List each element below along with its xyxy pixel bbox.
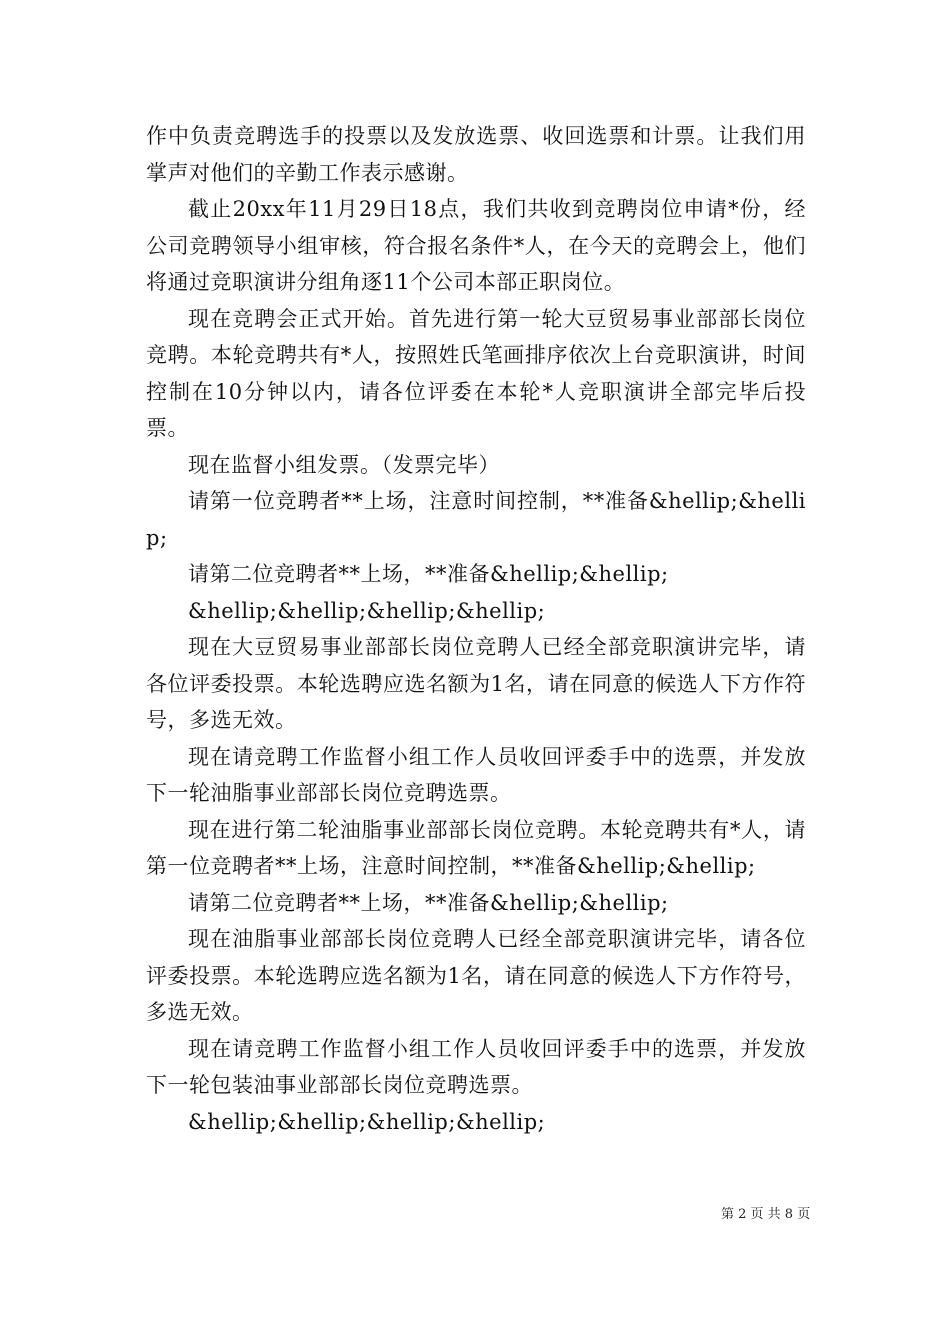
- paragraph: 现在监督小组发票。（发票完毕）: [188, 452, 500, 477]
- paragraph: 请第二位竞聘者**上场，**准备&hellip;&hellip;: [188, 890, 669, 915]
- paragraph: 请第一位竞聘者**上场，注意时间控制，**准备&hellip;&hellip;: [146, 489, 806, 550]
- paragraph: 截止20xx年11月29日18点，我们共收到竞聘岗位申请*份，经公司竞聘领导小组审核，符合报名条件*人，在今天的竞聘会上，他们将通过竞职演讲分组角逐11个公司本部正职岗位。: [146, 197, 806, 294]
- document-body: [146, 118, 806, 1140]
- paragraph: 作中负责竞聘选手的投票以及发放选票、收回选票和计票。让我们用掌声对他们的辛勤工作表示感谢。: [146, 124, 806, 185]
- paragraph: &hellip;&hellip;&hellip;&hellip;: [188, 598, 546, 623]
- paragraph: 现在请竞聘工作监督小组工作人员收回评委手中的选票，并发放下一轮油脂事业部部长岗位竞聘选票。: [146, 744, 806, 805]
- paragraph: 请第二位竞聘者**上场，**准备&hellip;&hellip;: [188, 562, 669, 586]
- paragraph: 现在油脂事业部部长岗位竞聘人已经全部竞职演讲完毕，请各位评委投票。本轮选聘应选名额为1名，请在同意的候选人下方作符号，多选无效。: [146, 927, 806, 1024]
- page-number-footer: 第 2 页 共 8 页: [721, 1207, 811, 1222]
- paragraph: 现在请竞聘工作监督小组工作人员收回评委手中的选票，并发放下一轮包装油事业部部长岗位竞聘选票。: [146, 1036, 806, 1097]
- paragraph: &hellip;&hellip;&hellip;&hellip;: [188, 1109, 546, 1134]
- paragraph: 现在进行第二轮油脂事业部部长岗位竞聘。本轮竞聘共有*人，请第一位竞聘者**上场，注意时间控制，**准备&hellip;&hellip;: [146, 817, 806, 878]
- paragraph: 现在竞聘会正式开始。首先进行第一轮大豆贸易事业部部长岗位竞聘。本轮竞聘共有*人，按照姓氏笔画排序依次上台竞职演讲，时间控制在10分钟以内，请各位评委在本轮*人竞职演讲全部完毕后投票。: [146, 306, 806, 440]
- paragraph: 现在大豆贸易事业部部长岗位竞聘人已经全部竞职演讲完毕，请各位评委投票。本轮选聘应选名额为1名，请在同意的候选人下方作符号，多选无效。: [146, 635, 806, 732]
